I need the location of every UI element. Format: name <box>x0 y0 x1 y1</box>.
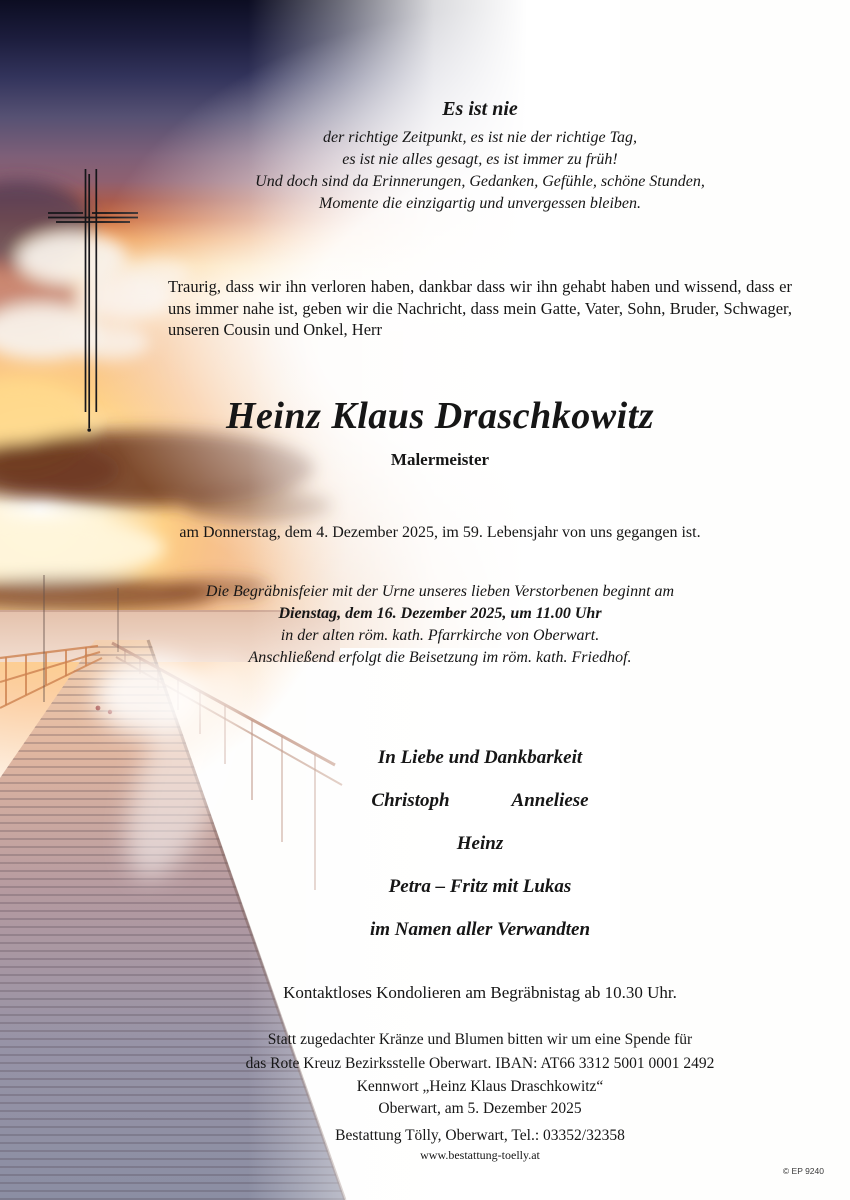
funeral-details <box>90 581 790 669</box>
funeral-datetime: Dienstag, dem 16. Dezember 2025, um 11.00 Uhr <box>278 605 602 622</box>
mourners-heading: In Liebe und Dankbarkeit <box>377 747 583 768</box>
funeral-line: Anschließend erfolgt die Beisetzung im röm. kath. Friedhof. <box>248 649 632 666</box>
announcement-paragraph: Traurig, dass wir ihn verloren haben, dankbar dass wir ihn gehabt haben und wissend, dass er uns immer nahe ist, geben wir die Nachricht, dass mein Gatte, Vater, Sohn, Bruder, Schwager, unseren Cousin und Onkel, Herr <box>168 277 792 339</box>
print-copyright: © EP 9240 <box>782 1166 824 1176</box>
verse-line: der richtige Zeitpunkt, es ist nie der richtige Tag, <box>322 129 638 146</box>
funeral-line: in der alten röm. kath. Pfarrkirche von Oberwart. <box>280 627 600 644</box>
donation-request <box>170 1028 790 1099</box>
deceased-name: Heinz Klaus Draschkowitz <box>226 395 654 437</box>
mourner-name: Heinz <box>456 833 504 854</box>
mourner-name: Christoph <box>371 790 450 811</box>
verse-title: Es ist nie <box>442 98 518 120</box>
death-date-line: am Donnerstag, dem 4. Dezember 2025, im 59. Lebensjahr von uns gegangen ist. <box>179 524 701 541</box>
opening-verse <box>170 98 790 215</box>
place-date-line: Oberwart, am 5. Dezember 2025 <box>378 1100 582 1117</box>
verse-line: es ist nie alles gesagt, es ist immer zu früh! <box>342 151 618 168</box>
verse-line: Und doch sind da Erinnerungen, Gedanken, Gefühle, schöne Stunden, <box>255 173 705 190</box>
funeral-home-line: Bestattung Tölly, Oberwart, Tel.: 03352/32358 <box>335 1127 625 1144</box>
funeral-home-website: www.bestattung-toelly.at <box>420 1148 540 1162</box>
funeral-line: Die Begräbnisfeier mit der Urne unseres lieben Verstorbenen beginnt am <box>205 583 675 600</box>
donation-line: Statt zugedachter Kränze und Blumen bitten wir um eine Spende für <box>267 1031 693 1048</box>
mourners <box>170 746 790 961</box>
mourners-row <box>170 789 790 813</box>
mourners-closing: im Namen aller Verwandten <box>369 919 591 940</box>
condolence-note: Kontaktloses Kondolieren am Begräbnistag ab 10.30 Uhr. <box>283 983 677 1002</box>
mourner-name: Petra – Fritz mit Lukas <box>388 876 572 897</box>
verse-line: Momente die einzigartig und unvergessen bleiben. <box>319 195 641 212</box>
donation-line: das Rote Kreuz Bezirksstelle Oberwart. IBAN: AT66 3312 5001 0001 2492 <box>245 1054 715 1072</box>
deceased-profession: Malermeister <box>390 450 490 469</box>
donation-line: Kennwort „Heinz Klaus Draschkowitz“ <box>356 1078 604 1095</box>
mourner-name: Anneliese <box>511 790 589 811</box>
